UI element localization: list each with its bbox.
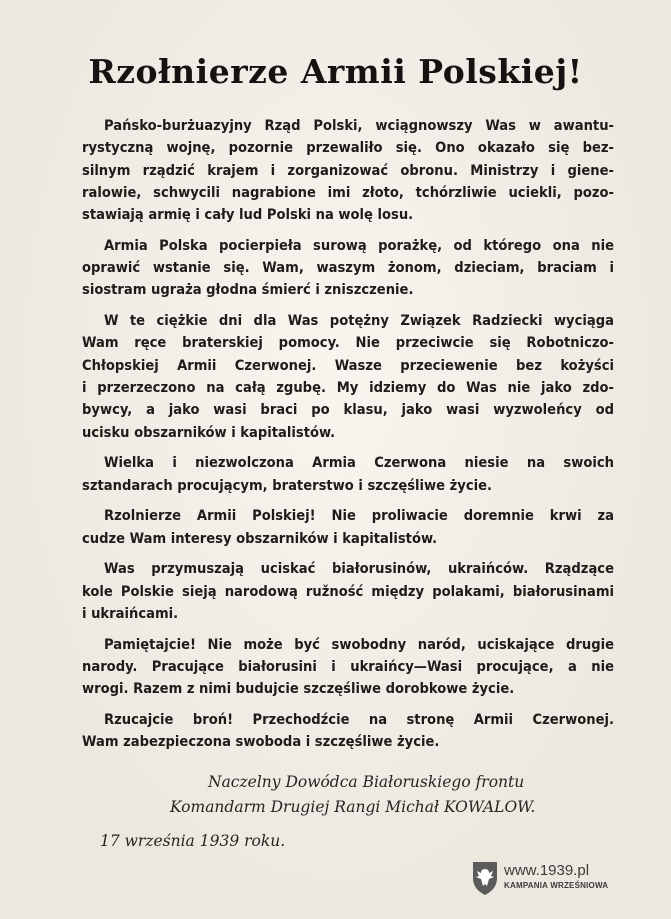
paragraph-line: sztandarach procującym, braterstwo i szczęśliwe życie. (82, 476, 493, 494)
watermark-subtitle: KAMPANIA WRZEŚNIOWA (504, 881, 609, 890)
paragraph-line: oprawić wstanie się. Wam, waszym żonom, dzieciam, braciam i (82, 259, 614, 277)
paragraph-line: Wielka i niezwolczona Armia Czerwona niesie na swoich (104, 454, 614, 472)
leaflet-paragraph (82, 505, 614, 550)
paragraph-line: rystyczną wojnę, pozornie przewaliło się. Ono okazało się bez- (82, 139, 614, 157)
paragraph-line: i przerzeczono na całą zgubę. My idziemy do Was nie jako zdo- (82, 379, 614, 397)
paragraph-line: stawiają armię i cały lud Polski na wolę losu. (82, 206, 414, 224)
paragraph-line: Pamiętajcie! Nie może być swobodny naród, uciskające drugie (104, 635, 614, 653)
paragraph-line: Was przymuszają uciskać białorusinów, ukraińców. Rządzące (104, 560, 614, 578)
paragraph-line: ralowie, schwycili nagrabione imi złoto, tchórzliwie uciekli, pozo- (82, 183, 614, 201)
issue-date: 17 września 1939 roku. (100, 832, 286, 850)
paragraph-line: Rzolnierze Armii Polskiej! Nie proliwacie doremnie krwi za (104, 507, 614, 525)
leaflet-title: Rzołnierze Armii Polskiej! (88, 52, 583, 91)
watermark-url: www.1939.pl (504, 862, 590, 879)
watermark-logo[interactable] (470, 860, 670, 900)
paragraph-line: silnym rządzić krajem i zorganizować obronu. Ministrzy i giene- (82, 161, 614, 179)
paragraph-line: i ukraińcami. (82, 604, 179, 622)
paragraph-line: W te ciężkie dni dla Was potężny Związek Radziecki wyciąga (104, 312, 614, 330)
signature-block (170, 770, 620, 820)
paragraph-line: Chłopskiej Armii Czerwonej. Wasze przeciewenie bez kożyści (82, 356, 614, 374)
paragraph-line: Rzucajcie broń! Przechodźcie na stronę Armii Czerwonej. (104, 710, 614, 728)
eagle-shield-icon (470, 860, 500, 896)
paragraph-line: Armia Polska pocierpieła surową porażkę, od którego ona nie (104, 236, 614, 254)
paragraph-line: Pańsko-burżuazyjny Rząd Polski, wciągnowszy Was w awantu- (104, 117, 614, 134)
leaflet-paragraph (82, 452, 614, 497)
leaflet-paragraph (82, 634, 614, 701)
signature-line-1: Naczelny Dowódca Białoruskiego frontu (208, 773, 525, 791)
leaflet-paragraph (82, 709, 614, 754)
paragraph-line: siostram ugraża głodna śmierć i zniszczenie. (82, 281, 414, 299)
paragraph-line: cudze Wam interesy obszarników i kapitalistów. (82, 529, 438, 547)
leaflet-body (82, 115, 614, 762)
paragraph-line: narody. Pracujące białorusini i ukraińcy—Wasi procujące, a nie (82, 657, 614, 675)
leaflet-paragraph (82, 310, 614, 444)
paragraph-line: Wam zabezpieczona swoboda i szczęśliwe życie. (82, 733, 440, 751)
paragraph-line: ucisku obszarników i kapitalistów. (82, 423, 336, 441)
paragraph-line: wrogi. Razem z nimi budujcie szczęśliwe dorobkowe życie. (82, 680, 515, 698)
paragraph-line: Wam ręce braterskiej pomocy. Nie przeciwcie się Robotniczo- (82, 334, 614, 352)
paragraph-line: kole Polskie sieją narodową ružność między polakami, białorusinami (82, 582, 614, 600)
leaflet-paragraph (82, 558, 614, 625)
signature-line-2: Komandarm Drugiej Rangi Michał KOWALOW. (170, 798, 536, 816)
paragraph-line: bywcy, a jako wasi braci po klasu, jako wasi wyzwoleńcy od (82, 401, 614, 419)
leaflet-paragraph (82, 115, 614, 226)
leaflet-paragraph (82, 235, 614, 302)
